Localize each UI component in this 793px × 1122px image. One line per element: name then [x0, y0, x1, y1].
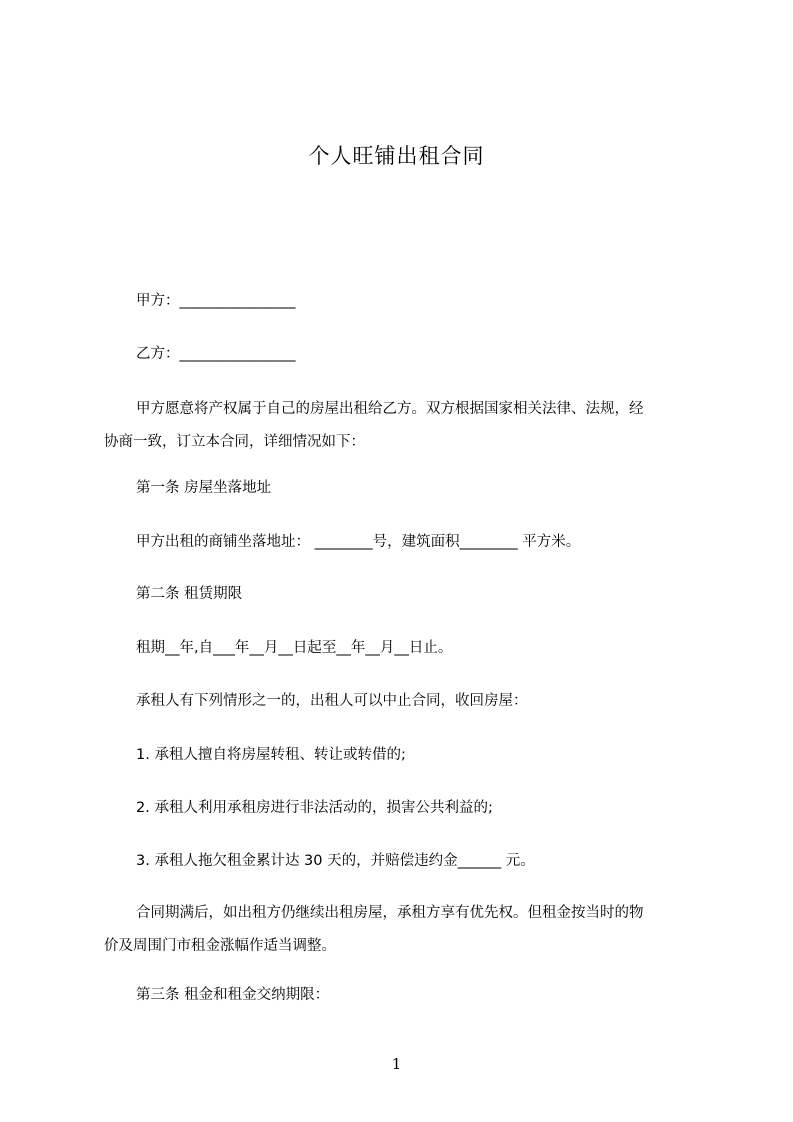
- document-title: 个人旺铺出租合同: [308, 144, 485, 168]
- termination-item-3: 3. 承租人拖欠租金累计达 30 天的，并赔偿违约金______ 元。: [136, 853, 535, 869]
- article-1-heading: 第一条 房屋坐落地址: [136, 480, 272, 496]
- renewal-line-2: 价及周围门市租金涨幅作适当调整。: [104, 938, 336, 954]
- intro-line-2: 协商一致，订立本合同，详细情况如下：: [104, 434, 365, 450]
- party-a-line: 甲方：________________: [136, 293, 296, 309]
- renewal-paragraph: [104, 897, 704, 963]
- intro-paragraph: [104, 393, 704, 459]
- termination-item-1: 1. 承租人擅自将房屋转租、转让或转借的;: [136, 747, 406, 763]
- address-line: 甲方出租的商铺坐落地址： ________号，建筑面积________ 平方米。: [136, 534, 581, 550]
- termination-item-2: 2. 承租人利用承租房进行非法活动的，损害公共利益的;: [136, 800, 493, 816]
- renewal-line-1: 合同期满后，如出租方仍继续出租房屋，承租方享有优先权。但租金按当时的物: [136, 905, 644, 921]
- article-2-heading: 第二条 租赁期限: [136, 586, 243, 602]
- party-b-line: 乙方：________________: [136, 346, 296, 362]
- article-3-heading: 第三条 租金和租金交纳期限：: [136, 987, 330, 1003]
- page-number: 1: [391, 1055, 402, 1073]
- termination-intro: 承租人有下列情形之一的，出租人可以中止合同，收回房屋：: [136, 693, 528, 709]
- intro-line-1: 甲方愿意将产权属于自己的房屋出租给乙方。双方根据国家相关法律、法规，经: [136, 401, 644, 417]
- lease-term-line: 租期__年,自___年__月__日起至__年__月__日止。: [136, 640, 453, 656]
